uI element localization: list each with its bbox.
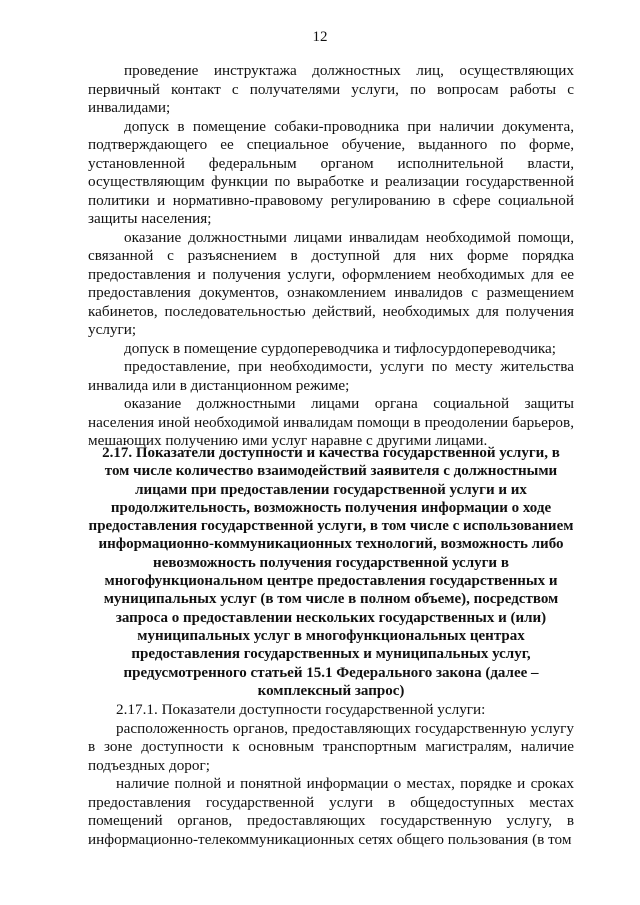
paragraph-remote-service: предоставление, при необходимости, услуги по месту жительства инвалида или в дистанционном режиме; bbox=[88, 358, 574, 394]
section-heading-text: 2.17. Показатели доступности и качества государственной услуги, в том числе количество взаимодействий заявителя с должностными лицами при предоставлении государственной услуги и их продолжительность, возможность получения информации о ходе предоставления государственной услуги, в том числе с использованием информационно-коммуникационных технологий, возможность либо невозможность получения государственной услуги в многофункциональном центре предоставления государственных и муниципальных услуг (в том числе в полном объеме), посредством запроса о предоставлении нескольких государственных и (или) муниципальных услуг в многофункциональных центрах предоставления государственных и муниципальных услуг, предусмотренного статьей 15.1 Федерального закона (далее – комплексный запрос) bbox=[88, 445, 574, 699]
page-number: 12 bbox=[312, 29, 328, 45]
paragraph-instruction: проведение инструктажа должностных лиц, осуществляющих первичный контакт с получателями услуги, по вопросам работы с инвалидами; bbox=[88, 62, 574, 116]
paragraph-sign-interpreter: допуск в помещение сурдопереводчика и тифлосурдопереводчика; bbox=[124, 339, 556, 357]
body-text-bottom bbox=[88, 701, 574, 849]
paragraph-information: наличие полной и понятной информации о местах, порядке и сроках предоставления государственной услуги в общедоступных местах помещений органов, предоставляющих государственную услугу, в информационно-телекоммуникационных сетях общего пользования (в том bbox=[88, 775, 574, 848]
paragraph-subsection-title: 2.17.1. Показатели доступности государственной услуги: bbox=[116, 701, 486, 718]
paragraph-location: расположенность органов, предоставляющих государственную услугу в зоне доступности к основным транспортным магистралям, наличие подъездных дорог; bbox=[88, 719, 574, 774]
section-heading bbox=[88, 444, 574, 700]
paragraph-guide-dog: допуск в помещение собаки-проводника при наличии документа, подтверждающего ее специальное обучение, выданного по форме, установленной федеральным органом исполнительной власти, осуществляющим функции по выработке и реализации государственной политики и нормативно-правовому регулированию в сфере социальной защиты населения; bbox=[88, 117, 574, 227]
paragraph-other-help: оказание должностными лицами органа социальной защиты населения иной необходимой инвалидам помощи в преодолении барьеров, мешающих получению ими услуг наравне с другими лицами. bbox=[88, 395, 574, 449]
paragraph-assistance: оказание должностными лицами инвалидам необходимой помощи, связанной с разъяснением в доступной для них форме порядка предоставления и получения услуги, оформлением необходимых для ее предоставления документов, ознакомлением инвалидов с размещением кабинетов, последовательностью действий, необходимых для получения услуги; bbox=[88, 228, 574, 338]
body-text-top bbox=[88, 62, 574, 451]
